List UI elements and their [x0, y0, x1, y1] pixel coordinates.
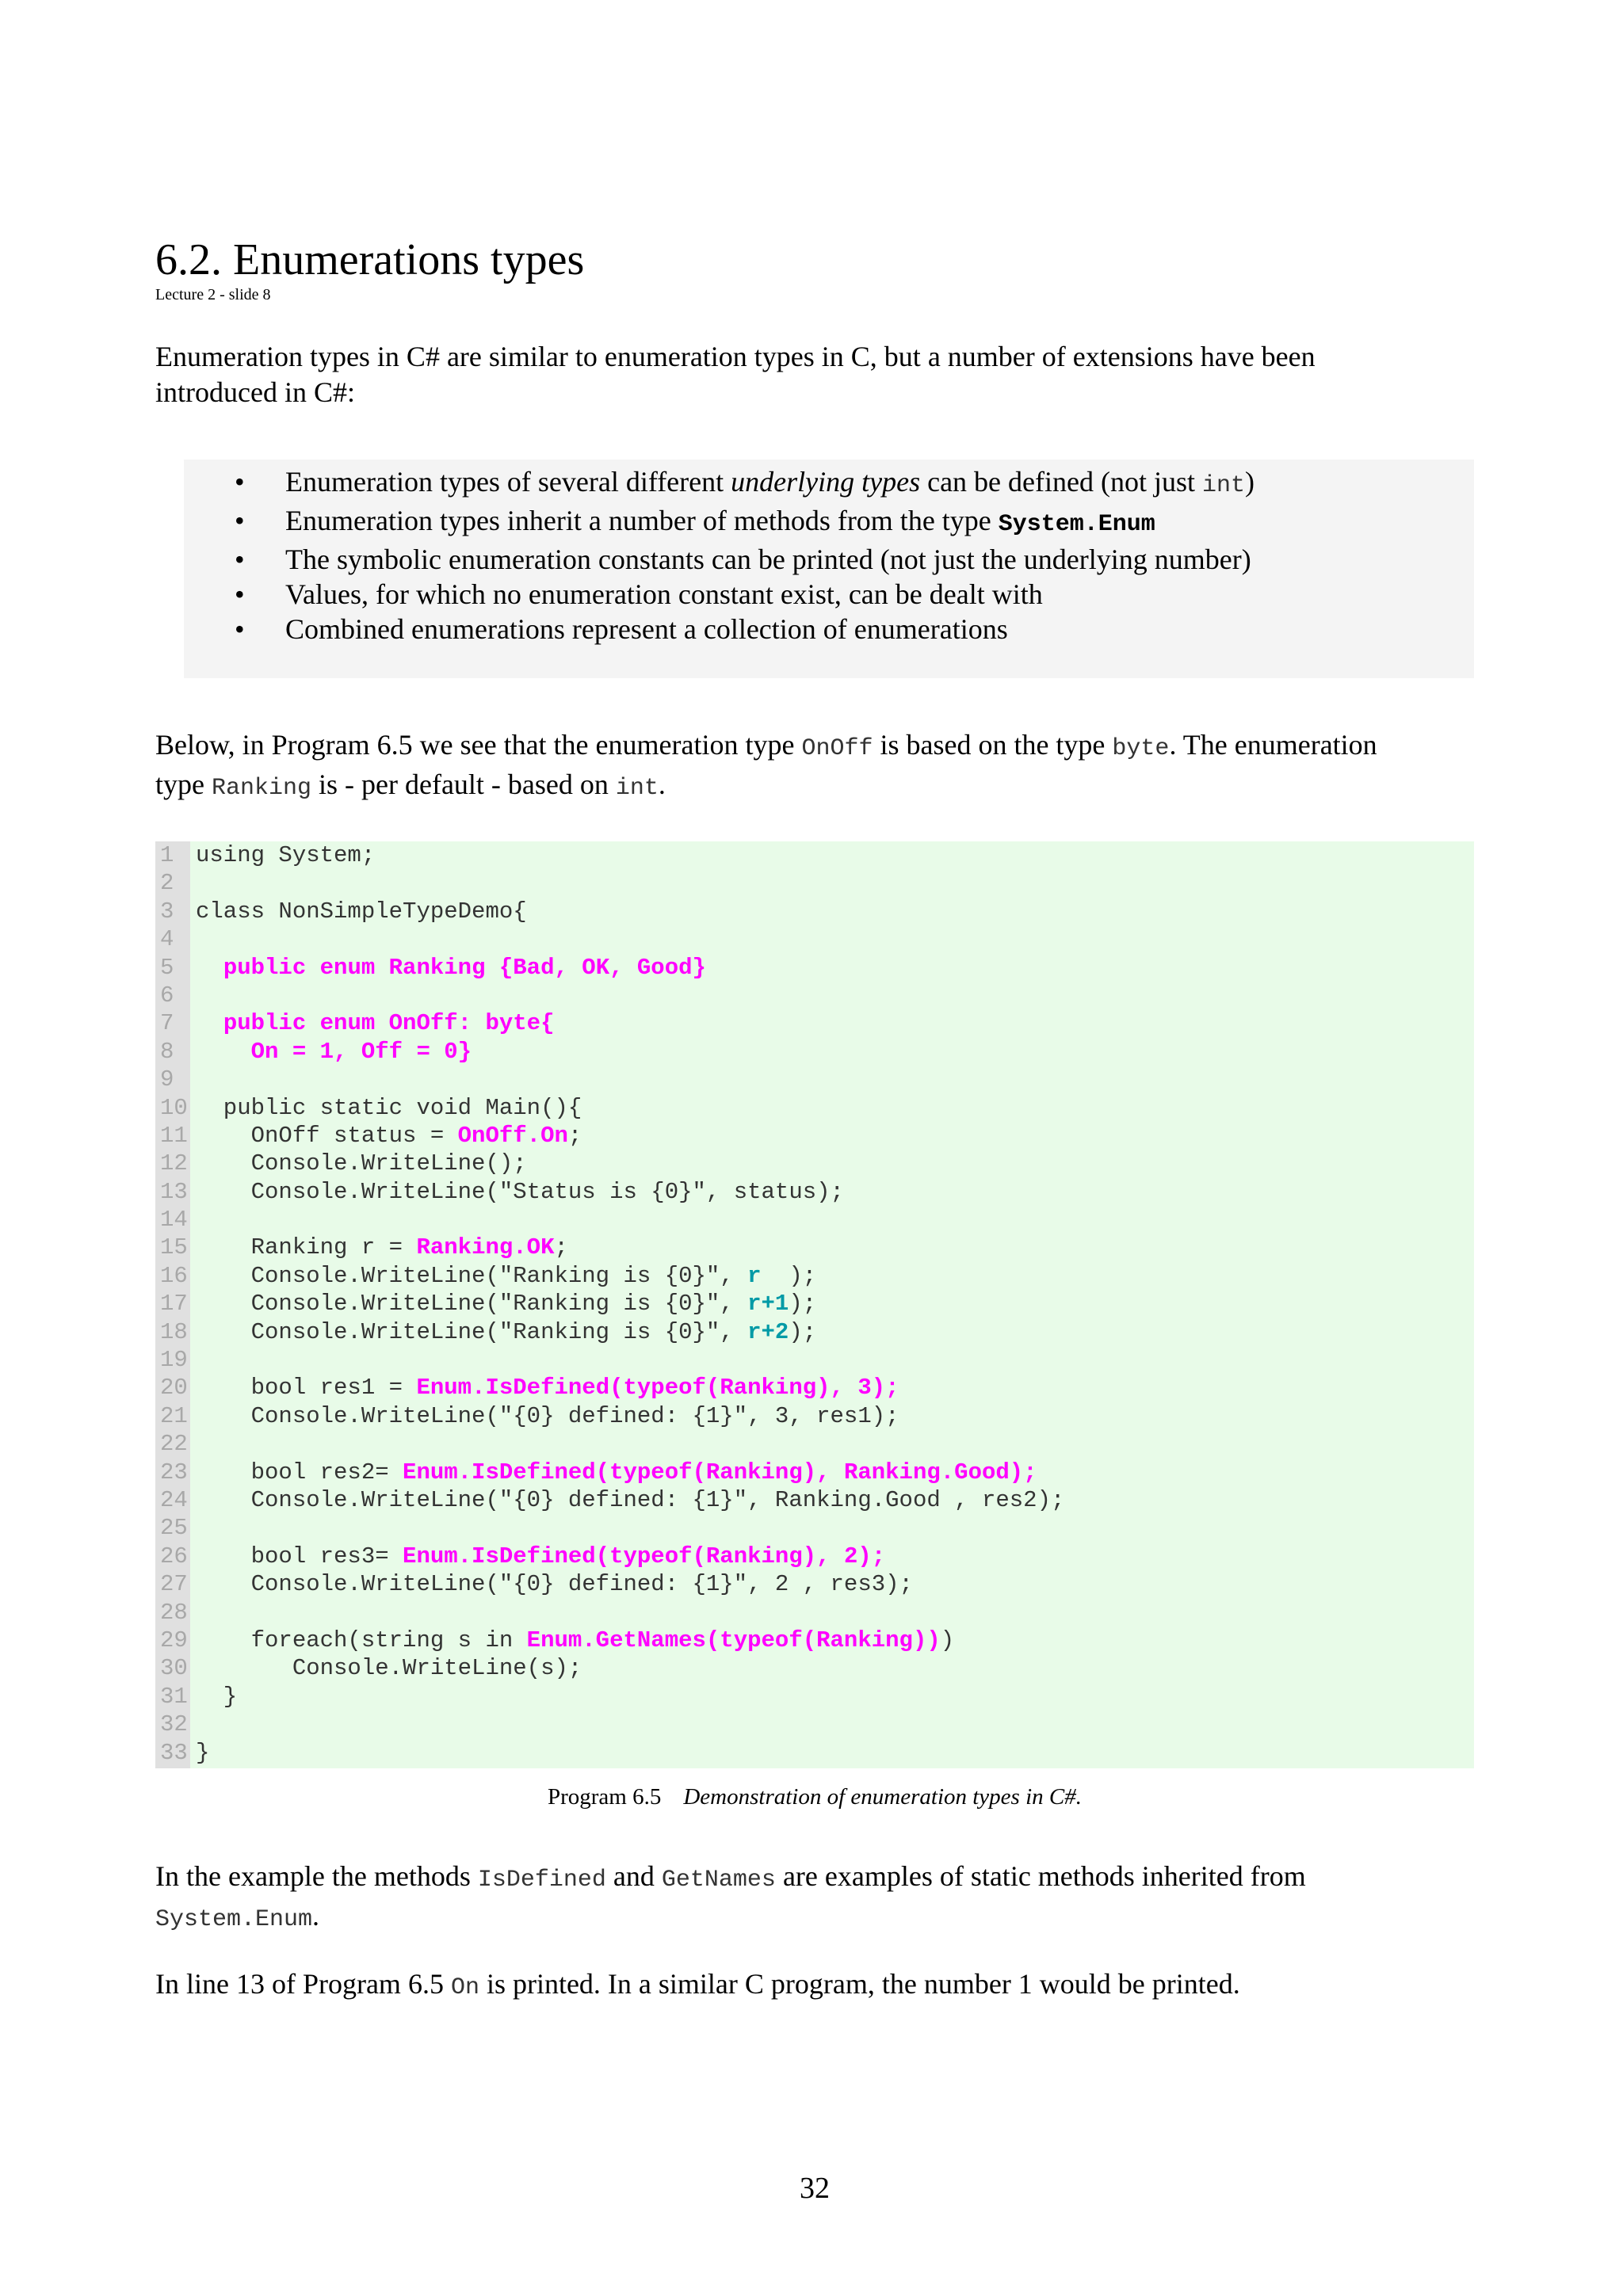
line-number: 18 [160, 1318, 188, 1345]
summary-item [184, 503, 1474, 542]
paragraph-text: are examples of static methods inherited from [775, 1860, 1306, 1892]
code-token: bool res1 = [196, 1375, 417, 1402]
code-line [155, 1262, 1064, 1290]
code-token: ) [940, 1627, 955, 1653]
code-text [190, 1403, 899, 1429]
line-number: 29 [160, 1627, 188, 1653]
code-line [155, 954, 1064, 982]
code-token: public static void Main(){ [196, 1094, 582, 1121]
code-line [155, 898, 1064, 925]
code-token: using System; [196, 842, 376, 868]
code-token: class NonSimpleTypeDemo{ [196, 898, 527, 925]
highlighted-code-token: Enum.IsDefined(typeof(Ranking), Ranking.Good); [403, 1459, 1037, 1486]
code-token: } [196, 1683, 238, 1710]
code-text [190, 926, 196, 952]
code-text [190, 1571, 913, 1597]
summary-item [184, 464, 1474, 503]
highlighted-code-token: On = 1, Off = 0} [250, 1038, 472, 1065]
summary-item-text: can be defined (not just [920, 466, 1202, 498]
line-number: 22 [160, 1431, 188, 1458]
summary-item-code: int [1201, 472, 1245, 499]
line-number: 28 [160, 1599, 188, 1626]
code-line [155, 1683, 1064, 1711]
code-line [155, 1430, 1064, 1458]
code-text [190, 1123, 582, 1149]
summary-item-emphasis: underlying types [731, 466, 921, 498]
paragraph-text: . [658, 769, 666, 800]
code-line [155, 1514, 1064, 1542]
code-token [196, 1039, 251, 1065]
code-text [190, 1487, 1064, 1513]
line-number: 30 [160, 1655, 188, 1682]
highlighted-code-token: r [747, 1262, 789, 1289]
line-number: 13 [160, 1178, 188, 1205]
line-number: 33 [160, 1739, 188, 1766]
line-number: 5 [160, 954, 174, 981]
line-number: 1 [160, 842, 174, 868]
line-number: 10 [160, 1094, 188, 1121]
code-token: ; [567, 1122, 582, 1149]
intro-line-2: introduced in C#: [155, 376, 355, 408]
code-text [190, 1291, 816, 1317]
highlighted-code-token: Enum.IsDefined(typeof(Ranking), 3); [416, 1375, 899, 1402]
code-line [155, 1234, 1064, 1261]
code-line [155, 841, 1064, 869]
highlighted-code-token: Enum.GetNames(typeof(Ranking)) [526, 1627, 941, 1653]
code-token: Console.WriteLine(s); [196, 1655, 582, 1682]
line-number: 12 [160, 1150, 188, 1177]
code-line [155, 1543, 1064, 1570]
code-line [155, 1627, 1064, 1654]
code-line [155, 1654, 1064, 1682]
code-token: } [196, 1739, 210, 1766]
code-token: ; [554, 1234, 568, 1261]
code-text [190, 955, 706, 981]
code-text [190, 1711, 196, 1737]
code-text [190, 1740, 209, 1766]
bullet-icon: • [235, 466, 245, 498]
line-number: 14 [160, 1207, 188, 1234]
code-token: Console.WriteLine(); [196, 1150, 527, 1177]
paragraph-text: Below, in Program 6.5 we see that the enumeration type [155, 729, 802, 761]
code-line [155, 1318, 1064, 1346]
code-token: ); [789, 1291, 817, 1318]
summary-item [184, 577, 1474, 612]
code-line [155, 1206, 1064, 1234]
line-number: 25 [160, 1515, 188, 1542]
caption-text: Demonstration of enumeration types in C#. [683, 1784, 1082, 1810]
code-token: Console.WriteLine("Status is {0}", status); [196, 1178, 844, 1205]
line-number: 26 [160, 1543, 188, 1569]
code-text [190, 1543, 885, 1569]
inline-code: Ranking [211, 775, 312, 802]
line-number: 32 [160, 1711, 188, 1738]
line-number: 7 [160, 1010, 174, 1037]
code-token: bool res2= [196, 1459, 403, 1486]
code-text [190, 1627, 954, 1653]
intro-paragraph [155, 339, 1474, 410]
code-text [190, 870, 196, 896]
code-token: Console.WriteLine("Ranking is {0}", [196, 1291, 748, 1318]
paragraph-text: . The enumeration [1169, 729, 1377, 761]
code-text [190, 1431, 196, 1457]
inline-code: byte [1112, 735, 1170, 762]
code-text [190, 1039, 472, 1065]
code-line [155, 1570, 1064, 1598]
line-number: 2 [160, 870, 174, 897]
intro-line-1: Enumeration types in C# are similar to enumeration types in C, but a number of extensions have been [155, 341, 1316, 372]
highlighted-code-token: public enum Ranking {Bad, OK, Good} [223, 954, 706, 981]
highlighted-code-token: r+2 [747, 1318, 789, 1345]
code-token: Console.WriteLine("{0} defined: {1}", 3, res1); [196, 1402, 899, 1429]
line-number: 20 [160, 1375, 188, 1402]
summary-item-text: Values, for which no enumeration constant exist, can be dealt with [285, 578, 1043, 610]
code-text [190, 1347, 196, 1373]
line-number: 19 [160, 1347, 188, 1374]
summary-item-text: ) [1245, 466, 1254, 498]
code-line [155, 925, 1064, 953]
code-line [155, 1599, 1064, 1627]
line-number: 15 [160, 1234, 188, 1261]
code-text [190, 842, 375, 868]
line-number: 11 [160, 1122, 188, 1149]
code-line [155, 1094, 1064, 1122]
paragraph-text: In line 13 of Program 6.5 [155, 1968, 451, 2000]
code-text [190, 982, 196, 1009]
code-token: Console.WriteLine("Ranking is {0}", [196, 1318, 748, 1345]
highlighted-code-token: Ranking.OK [416, 1234, 555, 1261]
summary-item-text: Enumeration types inherit a number of methods from the type [285, 505, 999, 536]
code-text [190, 1150, 527, 1177]
line-number: 17 [160, 1291, 188, 1318]
code-line [155, 1122, 1064, 1150]
bullet-icon: • [235, 578, 245, 610]
code-token: Console.WriteLine("{0} defined: {1}", 2 , res3); [196, 1571, 913, 1598]
line-number: 4 [160, 926, 174, 953]
code-line [155, 1178, 1064, 1206]
code-line [155, 1739, 1064, 1767]
code-token [196, 955, 223, 981]
page-number: 32 [800, 2172, 830, 2205]
code-line [155, 1346, 1064, 1374]
line-number: 31 [160, 1683, 188, 1710]
paragraph-text: . [312, 1900, 320, 1932]
code-line [155, 982, 1064, 1009]
highlighted-code-token: Enum.IsDefined(typeof(Ranking), 2); [403, 1543, 886, 1569]
paragraph-text: and [605, 1860, 662, 1892]
code-token: ); [789, 1318, 817, 1345]
code-text [190, 1066, 196, 1093]
paragraph-text: is - per default - based on [311, 769, 616, 800]
code-text [190, 1600, 196, 1626]
paragraph-text: is printed. In a similar C program, the number 1 would be printed. [479, 1968, 1240, 2000]
code-token: foreach(string s in [196, 1627, 527, 1653]
section-heading: 6.2. Enumerations types [155, 235, 585, 284]
summary-item-text: The symbolic enumeration constants can be printed (not just the underlying number) [285, 543, 1251, 575]
inline-code: On [450, 1974, 479, 2001]
code-token [196, 1010, 223, 1036]
code-text [190, 1684, 237, 1710]
code-text [190, 898, 527, 925]
summary-item [184, 612, 1474, 646]
line-number: 9 [160, 1066, 174, 1093]
inline-code: OnOff [801, 735, 873, 762]
code-text [190, 1459, 1037, 1486]
methods-paragraph [155, 1859, 1474, 1938]
line-number: 27 [160, 1571, 188, 1598]
code-line [155, 1290, 1064, 1318]
inline-code: IsDefined [477, 1867, 606, 1894]
code-text [190, 1375, 899, 1401]
code-line [155, 1459, 1064, 1486]
code-line [155, 869, 1064, 897]
below-paragraph [155, 727, 1474, 807]
paragraph-text: is based on the type [873, 729, 1113, 761]
paragraph-text: In the example the methods [155, 1860, 478, 1892]
highlighted-code-token: public enum OnOff: byte{ [223, 1010, 555, 1037]
summary-item-code: System.Enum [998, 511, 1155, 538]
summary-item [184, 542, 1474, 577]
code-token: OnOff status = [196, 1122, 458, 1149]
bullet-icon: • [235, 543, 245, 575]
code-line [155, 1711, 1064, 1738]
code-text [190, 1179, 844, 1205]
code-text [190, 1207, 196, 1233]
code-text [190, 1095, 582, 1121]
paragraph-text: type [155, 769, 212, 800]
line13-paragraph [155, 1966, 1474, 2006]
program-caption [155, 1783, 1474, 1811]
code-line [155, 1009, 1064, 1037]
inline-code: System.Enum [155, 1906, 313, 1933]
code-text [190, 1234, 568, 1261]
line-number: 8 [160, 1038, 174, 1065]
line-number: 24 [160, 1486, 188, 1513]
line-number: 21 [160, 1402, 188, 1429]
line-number: 23 [160, 1459, 188, 1486]
code-line [155, 1150, 1064, 1177]
summary-box [184, 460, 1474, 678]
slide-reference: Lecture 2 - slide 8 [155, 286, 271, 303]
caption-number: Program 6.5 [547, 1784, 662, 1810]
highlighted-code-token: OnOff.On [457, 1122, 568, 1149]
code-token: ); [789, 1262, 817, 1289]
line-number: 6 [160, 982, 174, 1009]
code-token: Console.WriteLine("Ranking is {0}", [196, 1262, 748, 1289]
bullet-icon: • [235, 613, 245, 645]
code-line [155, 1374, 1064, 1402]
code-text [190, 1010, 554, 1036]
summary-item-text: Combined enumerations represent a collection of enumerations [285, 613, 1008, 645]
program-listing [155, 841, 1474, 1768]
code-token: bool res3= [196, 1543, 403, 1569]
code-line [155, 1486, 1064, 1514]
inline-code: GetNames [661, 1867, 776, 1894]
line-number: 3 [160, 898, 174, 925]
summary-list [184, 464, 1474, 646]
code-line [155, 1402, 1064, 1430]
code-text [190, 1515, 196, 1541]
bullet-icon: • [235, 505, 245, 536]
code-token: Ranking r = [196, 1234, 417, 1261]
summary-item-text: Enumeration types of several different [285, 466, 731, 498]
inline-code: int [615, 775, 659, 802]
code-text [190, 1263, 816, 1289]
code-token: Console.WriteLine("{0} defined: {1}", Ranking.Good , res2); [196, 1486, 1065, 1513]
line-number: 16 [160, 1262, 188, 1289]
code-line [155, 1066, 1064, 1093]
code-text [190, 1319, 816, 1345]
code-line [155, 1038, 1064, 1066]
code-lines [155, 841, 1064, 1767]
code-text [190, 1655, 582, 1681]
highlighted-code-token: r+1 [747, 1291, 789, 1318]
